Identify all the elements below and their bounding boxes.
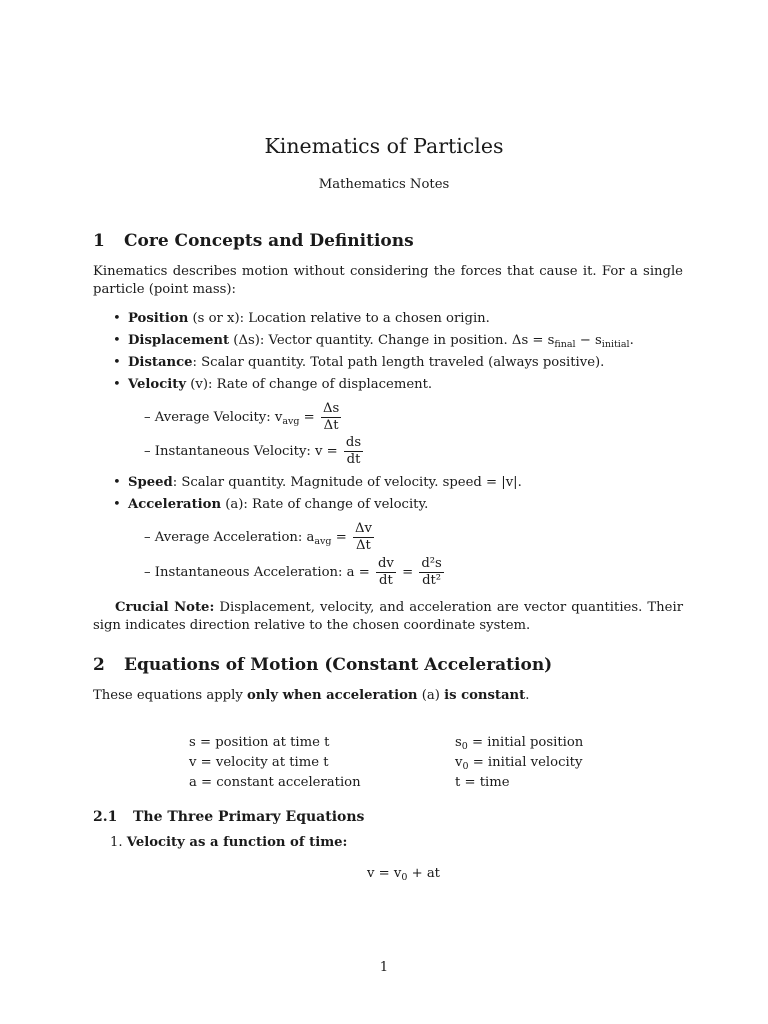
section-title: Equations of Motion (Constant Acceleration) (124, 655, 553, 675)
section-number: 2 (93, 655, 105, 675)
term-text-end: . (629, 333, 634, 348)
intro-text: These equations apply (93, 688, 247, 703)
formula-label: – Instantaneous Acceleration: a = (144, 565, 370, 580)
page-number: 1 (379, 960, 389, 975)
symbol: s (455, 735, 462, 750)
intro-bold: is constant (444, 688, 526, 703)
note-text: Displacement, velocity, and acceleration are vector quantities. Their sign indicates direction relative to the chosen coordinate system. (93, 600, 683, 633)
numerator: Δs (322, 401, 340, 416)
numerator: dv (377, 556, 394, 571)
instantaneous-acceleration-formula (144, 557, 446, 588)
subscript: initial (601, 339, 630, 350)
formula-label: – Instantaneous Velocity: v = (144, 444, 338, 459)
numerator: d²s (421, 556, 442, 571)
equation-text: v = v (367, 866, 402, 881)
section-1-intro: Kinematics describes motion without considering the forces that cause it. For a single particle (point mass): (93, 264, 683, 297)
definition-v: v = velocity at time t (189, 755, 329, 770)
subsection-2-1-heading (93, 809, 364, 826)
fraction (344, 436, 363, 467)
section-2-heading (93, 655, 552, 675)
equation-velocity-time (367, 866, 440, 883)
denominator: dt² (422, 573, 442, 588)
definition-a: a = constant acceleration (189, 775, 361, 790)
average-velocity-formula (144, 402, 343, 433)
section-title: Core Concepts and Definitions (124, 231, 414, 251)
subscript: avg (282, 416, 300, 427)
term-label: Speed (128, 475, 173, 490)
intro-text: (a) (417, 688, 445, 703)
note-label: Crucial Note: (115, 600, 215, 615)
subscript: avg (314, 536, 332, 547)
definition-t: t = time (455, 775, 510, 790)
average-acceleration-formula (144, 522, 376, 553)
numerator: Δv (354, 521, 372, 536)
bullet-dot: • (113, 475, 121, 490)
denominator: Δt (323, 418, 339, 433)
fraction (419, 557, 444, 588)
section-1-heading (93, 231, 414, 251)
bullet-dot: • (113, 355, 121, 370)
definition-s0 (455, 735, 583, 752)
term-text: (a): Rate of change of velocity. (225, 497, 429, 512)
bullet-acceleration (113, 497, 428, 513)
bullet-dot: • (113, 311, 121, 326)
bullet-distance (113, 355, 604, 371)
fraction (376, 557, 396, 588)
section-2-intro (93, 688, 529, 704)
numerator: ds (345, 435, 362, 450)
term-text: (Δs): Vector quantity. Change in position. Δs = s (233, 333, 555, 348)
denominator: dt (379, 573, 393, 588)
subscript: 0 (461, 741, 468, 752)
document-subtitle: Mathematics Notes (318, 177, 450, 192)
term-text: : Scalar quantity. Magnitude of velocity. speed = |v|. (172, 475, 522, 490)
equals-sign: = (299, 410, 315, 425)
term-text: : Scalar quantity. Total path length traveled (always positive). (192, 355, 605, 370)
equals-sign: = (402, 565, 414, 580)
symbol: v (455, 755, 463, 770)
equals-sign: = (331, 530, 347, 545)
term-label: Velocity (128, 377, 187, 392)
intro-text: . (525, 688, 530, 703)
term-text: (v): Rate of change of displacement. (190, 377, 433, 392)
instantaneous-velocity-formula (144, 436, 365, 467)
crucial-note (93, 599, 683, 635)
subsection-title: The Three Primary Equations (133, 809, 365, 825)
intro-bold: only when acceleration (246, 688, 418, 703)
bullet-dot: • (113, 497, 121, 512)
subsection-number: 2.1 (93, 809, 118, 825)
definition-text: = initial position (467, 735, 584, 750)
term-text: (s or x): Location relative to a chosen origin. (192, 311, 490, 326)
term-label: Position (128, 311, 189, 326)
definition-text: = initial velocity (468, 755, 583, 770)
bullet-speed (113, 475, 522, 491)
list-item-1 (110, 835, 347, 851)
formula-label: – Average Acceleration: a (144, 530, 315, 545)
document-title: Kinematics of Particles (264, 134, 504, 158)
bullet-displacement (113, 333, 634, 350)
denominator: dt (346, 452, 361, 467)
fraction (321, 402, 341, 433)
formula-label: – Average Velocity: v (144, 410, 283, 425)
term-label: Displacement (128, 333, 230, 348)
term-label: Distance (128, 355, 193, 370)
fraction (353, 522, 374, 553)
definition-s: s = position at time t (189, 735, 330, 750)
list-item-label: Velocity as a function of time: (126, 835, 348, 850)
equation-text: + at (407, 866, 440, 881)
subscript: final (554, 339, 576, 350)
section-number: 1 (93, 231, 105, 251)
bullet-dot: • (113, 377, 121, 392)
denominator: Δt (356, 538, 371, 553)
bullet-dot: • (113, 333, 121, 348)
definition-v0 (455, 755, 582, 772)
bullet-position (113, 311, 490, 327)
list-number: 1. (110, 835, 123, 850)
term-text-mid: − s (575, 333, 602, 348)
subscript: 0 (401, 872, 408, 883)
term-label: Acceleration (128, 497, 222, 512)
subscript: 0 (462, 761, 469, 772)
bullet-velocity (113, 377, 432, 393)
